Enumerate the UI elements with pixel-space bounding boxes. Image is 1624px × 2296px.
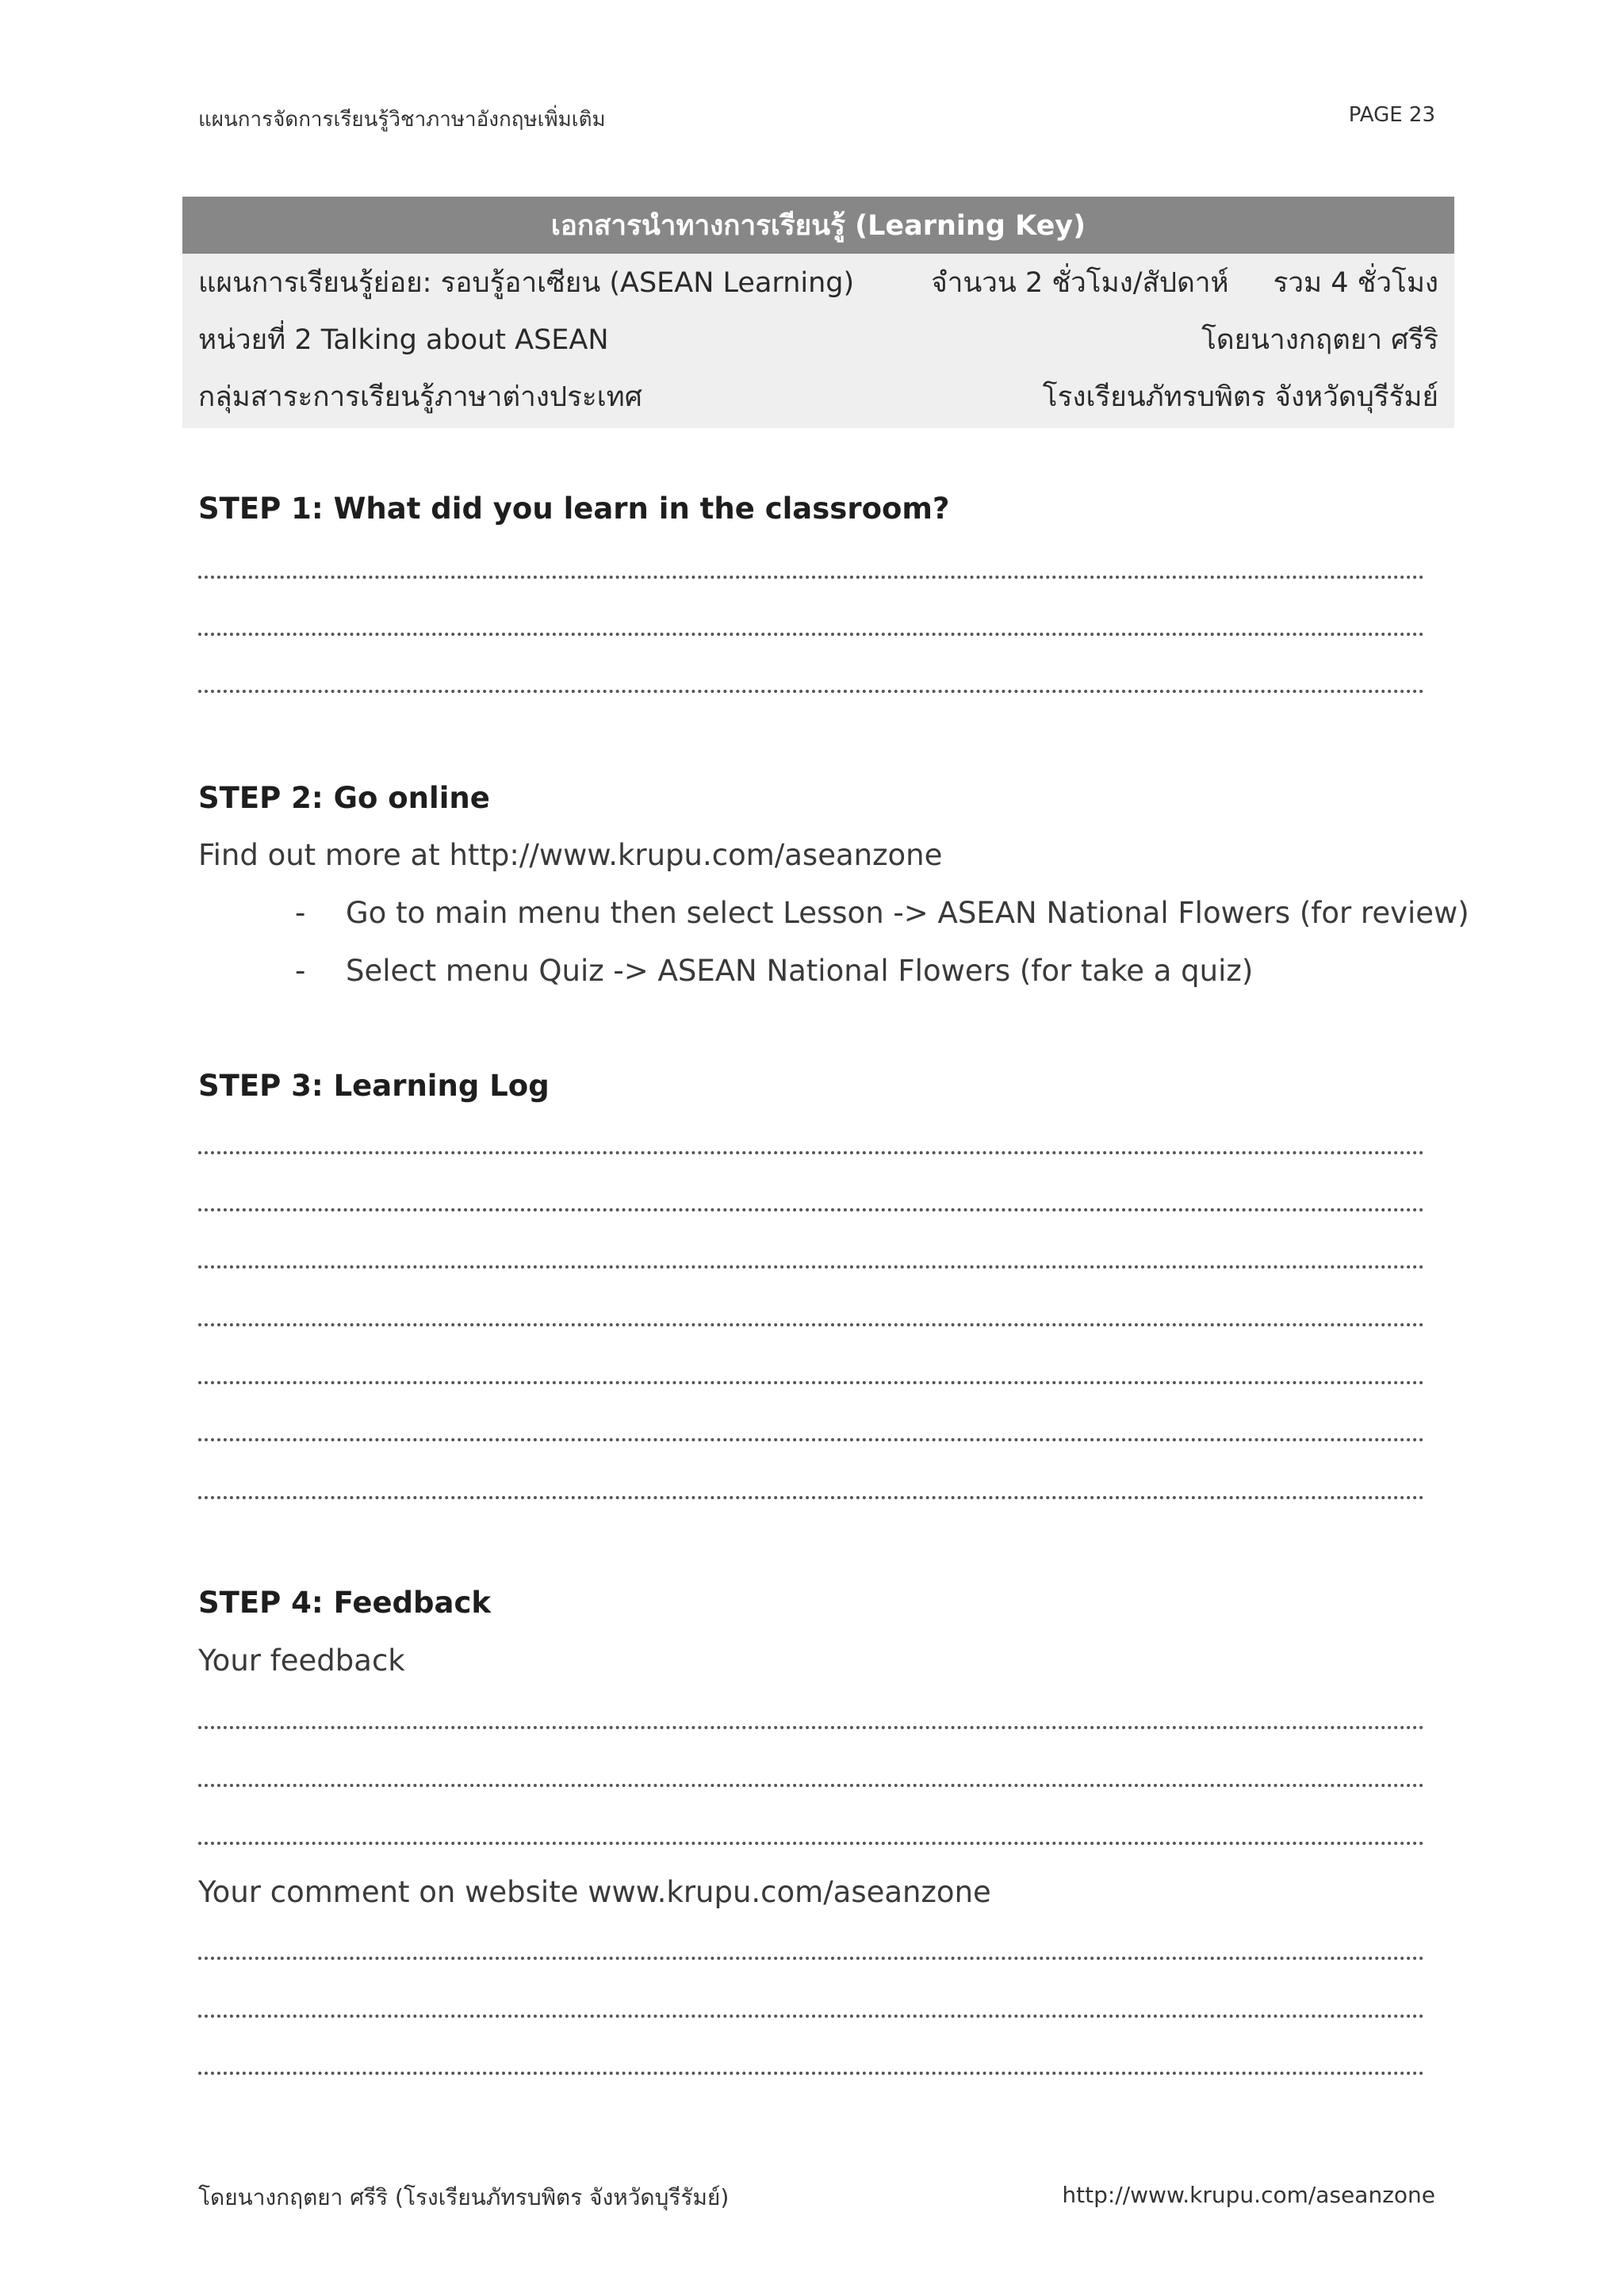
subject-group: กลุ่มสาระการเรียนรู้ภาษาต่างประเทศ [198,381,642,413]
hours-group [931,261,1438,304]
step2-intro: Find out more at http://www.krupu.com/aseanzone [198,838,943,872]
answer-line[interactable] [198,690,1424,693]
learning-key-title: เอกสารนำทางการเรียนรู้ (Learning Key) [182,197,1454,254]
learning-key-box [182,197,1454,428]
author-name: โดยนางกฤตยา ศรีริ [1201,323,1438,356]
step2-bullet [295,954,1253,988]
school-name: โรงเรียนภัทรบพิตร จังหวัดบุรีรัมย์ [1042,381,1438,413]
unit-name: หน่วยที่ 2 Talking about ASEAN [198,323,609,356]
answer-line[interactable] [198,1726,1424,1729]
answer-line[interactable] [198,1784,1424,1787]
bullet-text: Go to main menu then select Lesson -> ASEAN National Flowers (for review) [346,896,1469,930]
feedback-label: Your feedback [198,1644,405,1678]
info-row-unit [182,311,1454,368]
answer-line[interactable] [198,1265,1424,1269]
answer-line[interactable] [198,1208,1424,1211]
page-number: PAGE 23 [1348,103,1435,127]
answer-line[interactable] [198,1496,1424,1499]
header-document-title: แผนการจัดการเรียนรู้วิชาภาษาอังกฤษเพิ่มเติม [198,108,606,132]
step3-title: STEP 3: Learning Log [198,1069,550,1103]
answer-line[interactable] [198,633,1424,636]
answer-line[interactable] [198,2072,1424,2075]
step1-title: STEP 1: What did you learn in the classroom? [198,492,950,526]
answer-line[interactable] [198,1957,1424,1960]
answer-line[interactable] [198,1842,1424,1845]
answer-line[interactable] [198,2015,1424,2018]
bullet-dash: - [295,954,306,988]
step4-title: STEP 4: Feedback [198,1586,492,1620]
step2-title: STEP 2: Go online [198,781,490,815]
answer-line[interactable] [198,576,1424,579]
plan-name: แผนการเรียนรู้ย่อย: รอบรู้อาเซียน (ASEAN Learning) [198,266,855,299]
comment-label: Your comment on website www.krupu.com/aseanzone [198,1875,991,1909]
info-row-plan [182,254,1454,311]
answer-line[interactable] [198,1438,1424,1441]
info-row-subject [182,368,1454,425]
footer-url[interactable]: http://www.krupu.com/aseanzone [1062,2182,1435,2208]
answer-line[interactable] [198,1323,1424,1326]
step2-bullet [295,896,1469,930]
answer-line[interactable] [198,1381,1424,1384]
footer-author: โดยนางกฤตยา ศรีริ (โรงเรียนภัทรบพิตร จังหวัดบุรีรัมย์) [198,2184,730,2210]
total-hours: รวม 4 ชั่วโมง [1273,266,1438,299]
bullet-dash: - [295,896,306,930]
bullet-text: Select menu Quiz -> ASEAN National Flowers (for take a quiz) [346,954,1254,988]
hours-per-week: จำนวน 2 ชั่วโมง/สัปดาห์ [931,266,1229,299]
answer-line[interactable] [198,1151,1424,1154]
